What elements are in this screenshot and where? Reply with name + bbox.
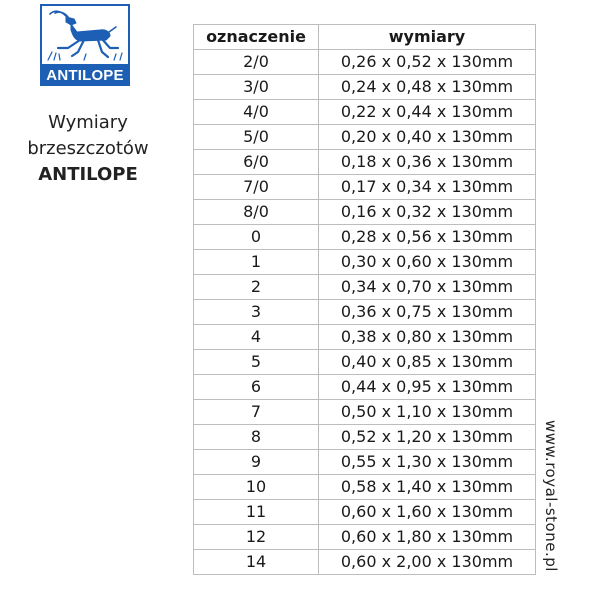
designation-cell: 6 [194, 375, 319, 400]
table-row [194, 300, 536, 325]
table-row [194, 550, 536, 575]
table-header-row [194, 25, 536, 50]
dimensions-cell: 0,36 x 0,75 x 130mm [319, 300, 536, 325]
caption [0, 110, 176, 188]
designation-cell: 4/0 [194, 100, 319, 125]
table-row [194, 375, 536, 400]
dimensions-cell: 0,55 x 1,30 x 130mm [319, 450, 536, 475]
dimensions-cell: 0,60 x 1,80 x 130mm [319, 525, 536, 550]
designation-cell: 10 [194, 475, 319, 500]
dimensions-cell: 0,60 x 2,00 x 130mm [319, 550, 536, 575]
designation-cell: 8/0 [194, 200, 319, 225]
dimensions-cell: 0,58 x 1,40 x 130mm [319, 475, 536, 500]
dimensions-cell: 0,40 x 0,85 x 130mm [319, 350, 536, 375]
dimensions-cell: 0,52 x 1,20 x 130mm [319, 425, 536, 450]
table-row [194, 200, 536, 225]
table-row [194, 350, 536, 375]
dimensions-cell: 0,50 x 1,10 x 130mm [319, 400, 536, 425]
table-row [194, 75, 536, 100]
designation-cell: 12 [194, 525, 319, 550]
dimensions-cell: 0,26 x 0,52 x 130mm [319, 50, 536, 75]
caption-line-2: brzeszczotów [27, 138, 149, 159]
table-row [194, 250, 536, 275]
table-row [194, 425, 536, 450]
dimensions-cell: 0,28 x 0,56 x 130mm [319, 225, 536, 250]
antilope-logo [40, 4, 132, 100]
designation-cell: 3/0 [194, 75, 319, 100]
dimensions-cell: 0,30 x 0,60 x 130mm [319, 250, 536, 275]
table-row [194, 475, 536, 500]
table-row [194, 525, 536, 550]
designation-cell: 8 [194, 425, 319, 450]
logo-wordmark: ANTILOPE [40, 66, 130, 86]
table-row [194, 400, 536, 425]
designation-cell: 5/0 [194, 125, 319, 150]
dimensions-cell: 0,17 x 0,34 x 130mm [319, 175, 536, 200]
designation-cell: 14 [194, 550, 319, 575]
designation-cell: 3 [194, 300, 319, 325]
antelope-icon [44, 8, 126, 62]
designation-cell: 6/0 [194, 150, 319, 175]
designation-cell: 2 [194, 275, 319, 300]
dimensions-cell: 0,20 x 0,40 x 130mm [319, 125, 536, 150]
table-row [194, 450, 536, 475]
designation-cell: 4 [194, 325, 319, 350]
designation-cell: 1 [194, 250, 319, 275]
table-row [194, 225, 536, 250]
designation-cell: 2/0 [194, 50, 319, 75]
table-row [194, 100, 536, 125]
designation-cell: 5 [194, 350, 319, 375]
table-row [194, 125, 536, 150]
logo-frame [40, 4, 130, 66]
website-url: www.royal-stone.pl [542, 420, 560, 572]
caption-line-3: ANTILOPE [38, 164, 138, 185]
dimensions-cell: 0,18 x 0,36 x 130mm [319, 150, 536, 175]
table-row [194, 500, 536, 525]
dimensions-cell: 0,22 x 0,44 x 130mm [319, 100, 536, 125]
dimensions-table [193, 24, 536, 575]
designation-cell: 9 [194, 450, 319, 475]
table-row [194, 175, 536, 200]
designation-cell: 7/0 [194, 175, 319, 200]
header-designation: oznaczenie [194, 25, 319, 50]
table-row [194, 50, 536, 75]
table-row [194, 325, 536, 350]
designation-cell: 7 [194, 400, 319, 425]
table-row [194, 150, 536, 175]
dimensions-cell: 0,24 x 0,48 x 130mm [319, 75, 536, 100]
designation-cell: 11 [194, 500, 319, 525]
header-dimensions: wymiary [319, 25, 536, 50]
dimensions-cell: 0,44 x 0,95 x 130mm [319, 375, 536, 400]
caption-line-1: Wymiary [48, 112, 128, 133]
table-row [194, 275, 536, 300]
dimensions-cell: 0,34 x 0,70 x 130mm [319, 275, 536, 300]
dimensions-cell: 0,60 x 1,60 x 130mm [319, 500, 536, 525]
dimensions-cell: 0,38 x 0,80 x 130mm [319, 325, 536, 350]
designation-cell: 0 [194, 225, 319, 250]
dimensions-cell: 0,16 x 0,32 x 130mm [319, 200, 536, 225]
